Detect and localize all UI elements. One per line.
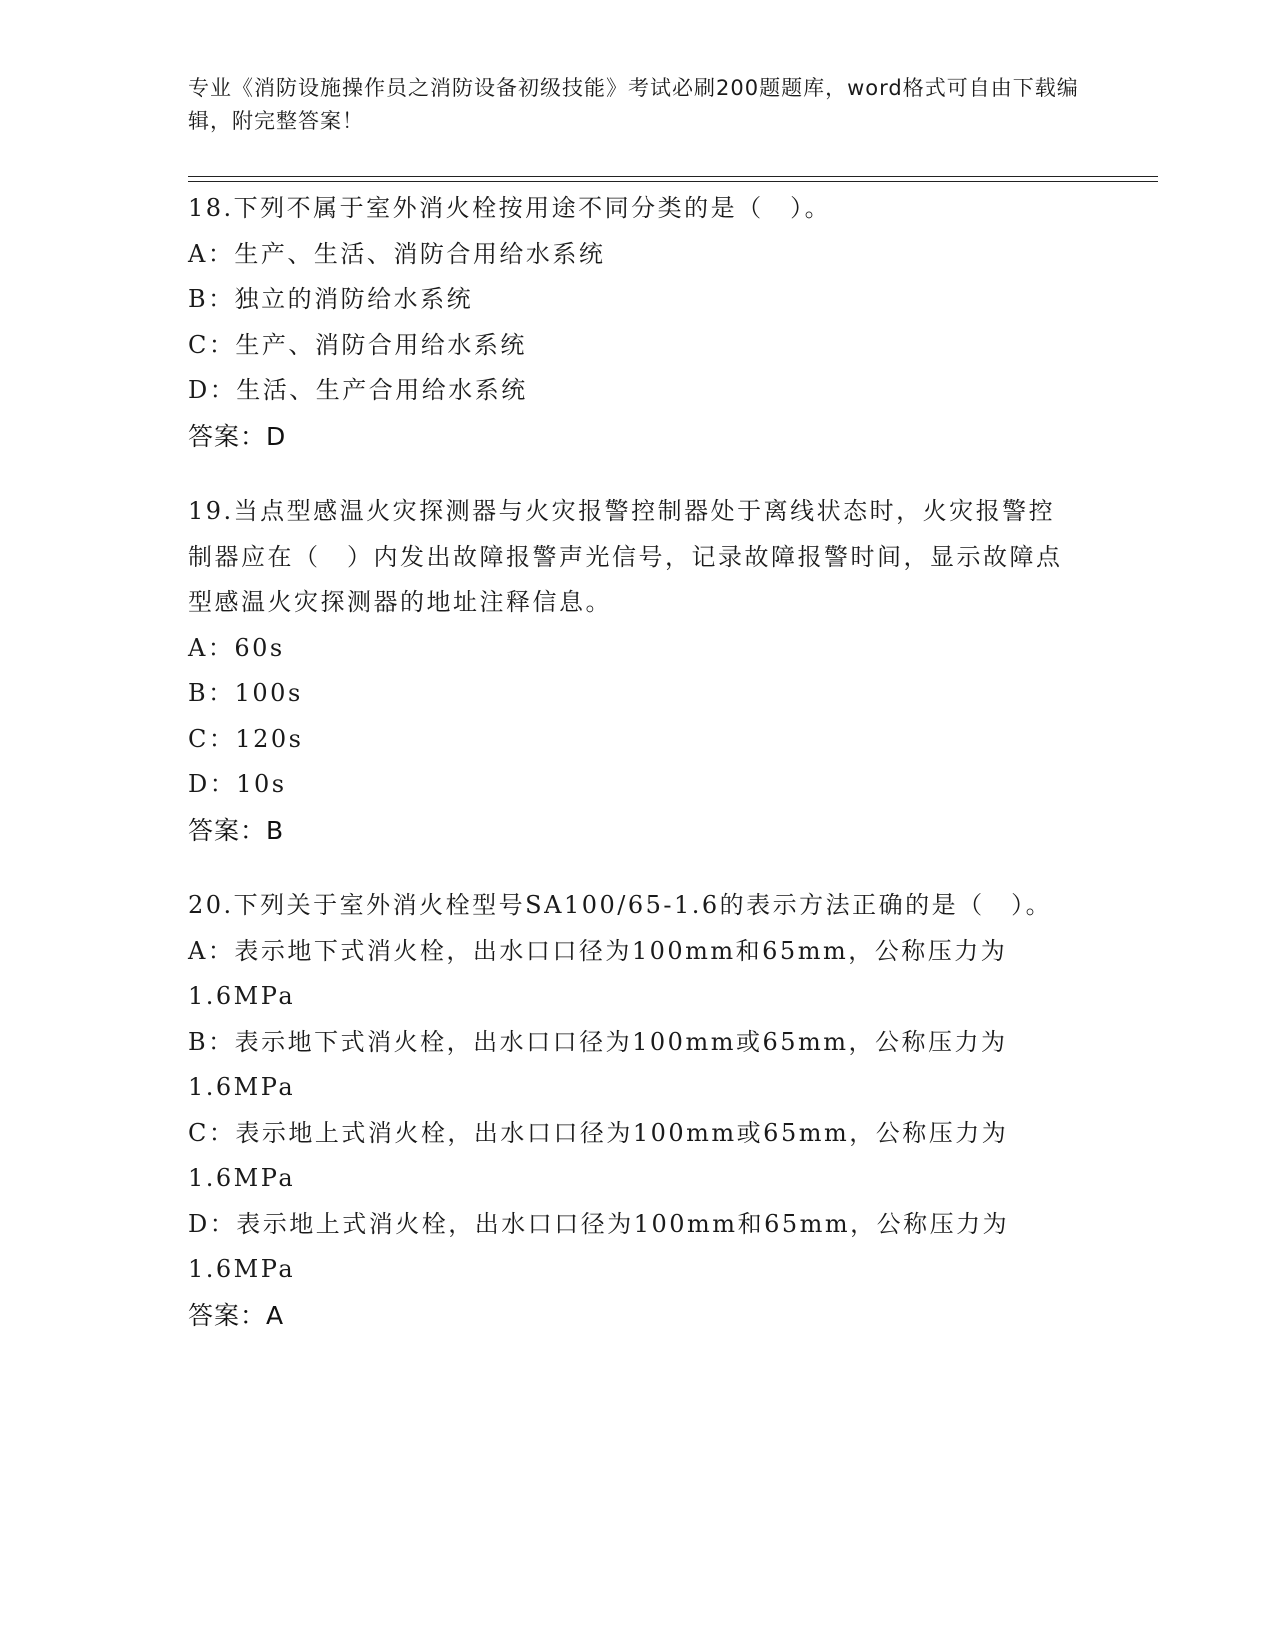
option-b: B：100s [188,679,303,707]
question-stem: 18.下列不属于室外消火栓按用途不同分类的是（ ）。 [188,194,832,222]
question-stem: 19.当点型感温火灾探测器与火灾报警控制器处于离线状态时，火灾报警控制器应在（ ）内发出故障报警声光信号，记录故障报警时间，显示故障点型感温火灾探测器的地址注释信息。 [188,497,1063,616]
header-divider-bottom [188,181,1158,182]
question-18 [188,186,1088,459]
document-header: 专业《消防设施操作员之消防设备初级技能》考试必刷200题题库，word格式可自由下载编辑，附完整答案！ [188,76,1079,133]
question-20 [188,883,1088,1338]
option-a: A：表示地下式消火栓，出水口口径为100mm和65mm，公称压力为1.6MPa [188,936,1008,1010]
answer-line: 答案：B [188,815,285,845]
answer-line: 答案：D [188,421,287,451]
header-divider-top [188,176,1158,177]
option-d: D：10s [188,770,287,798]
question-19 [188,489,1088,853]
option-a: A：生产、生活、消防合用给水系统 [188,239,606,268]
option-b: B：表示地下式消火栓，出水口口径为100mm或65mm，公称压力为1.6MPa [188,1027,1008,1101]
option-b: B：独立的消防给水系统 [188,285,474,313]
option-c: C：120s [188,724,304,753]
option-a: A：60s [188,633,285,662]
option-c: C：表示地上式消火栓，出水口口径为100mm或65mm，公称压力为1.6MPa [188,1118,1009,1192]
option-d: D：生活、生产合用给水系统 [188,376,528,404]
option-d: D：表示地上式消火栓，出水口口径为100mm和65mm，公称压力为1.6MPa [188,1209,1010,1283]
answer-line: 答案：A [188,1300,285,1330]
option-c: C：生产、消防合用给水系统 [188,330,527,359]
question-stem: 20.下列关于室外消火栓型号SA100/65-1.6的表示方法正确的是（ ）。 [188,891,1053,919]
question-list [188,186,1088,1368]
